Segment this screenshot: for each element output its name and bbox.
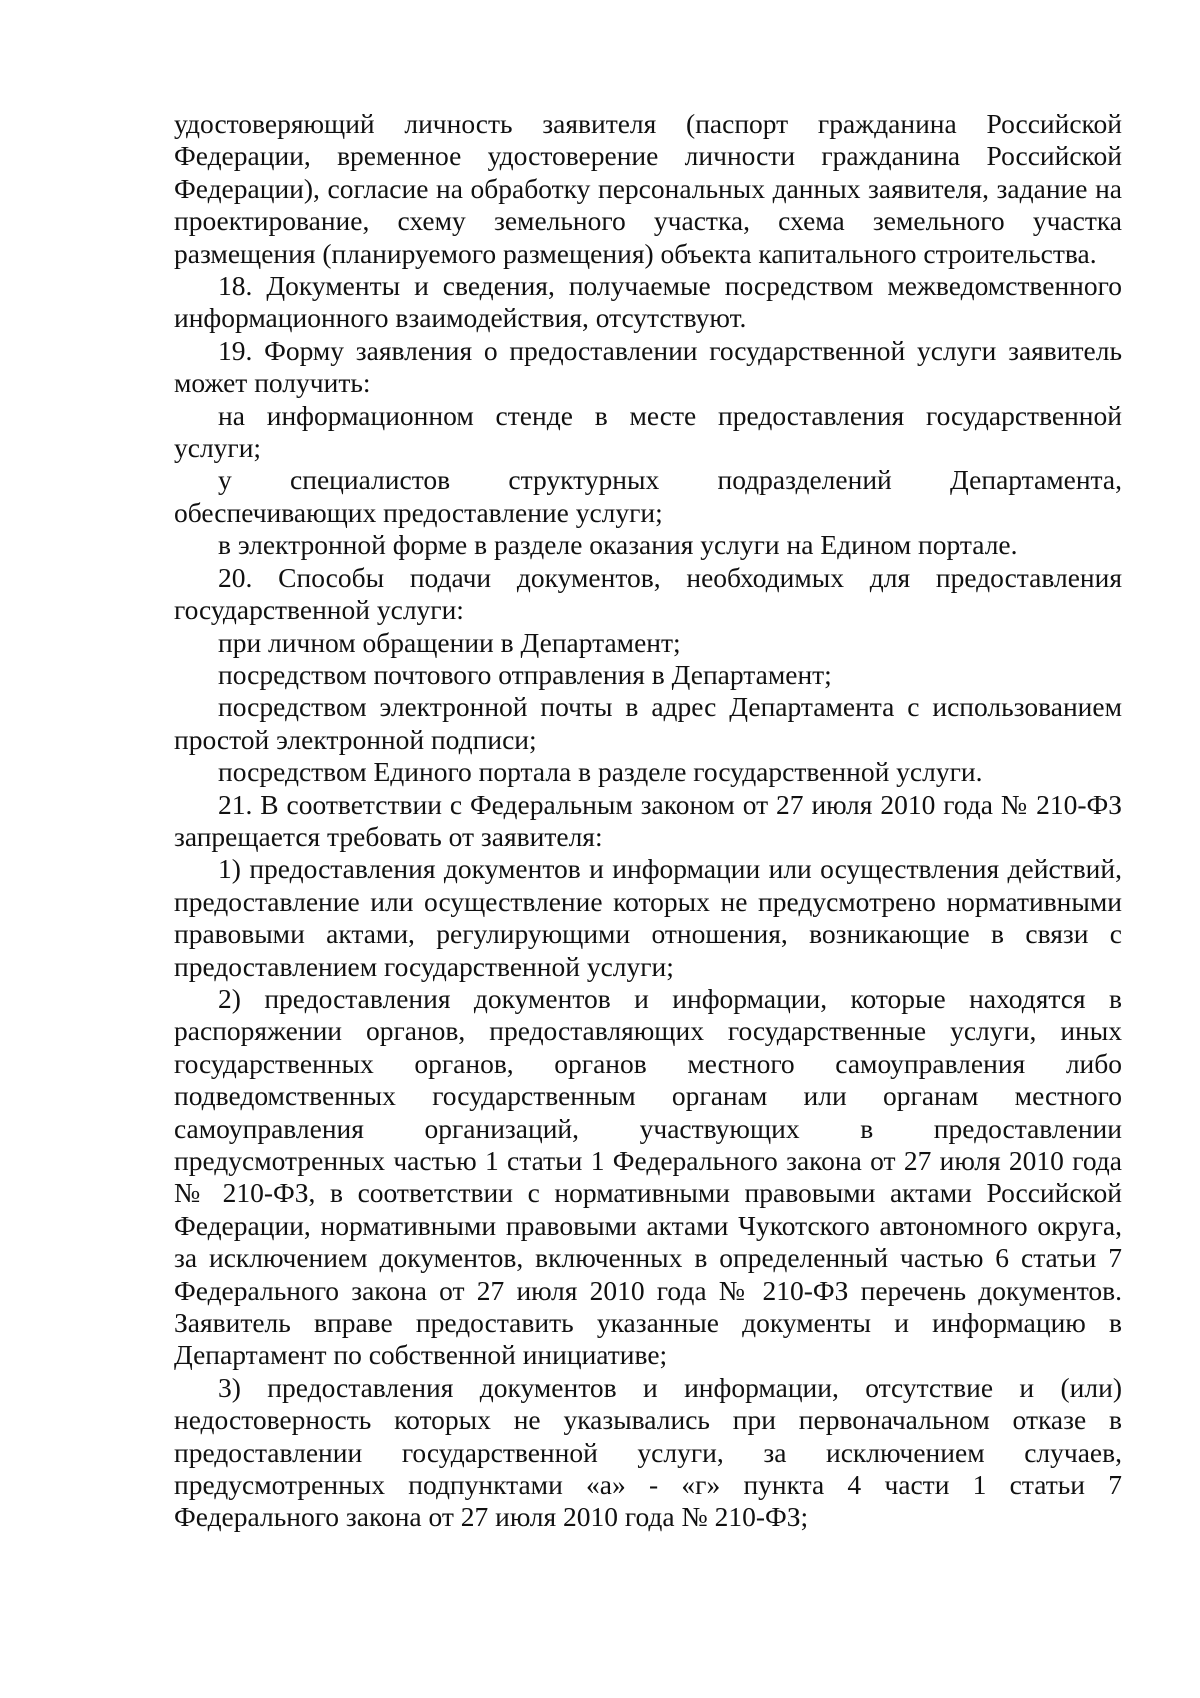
paragraph-item-21: 21. В соответствии с Федеральным законом от 27 июля 2010 года № 210-ФЗ запрещается требовать от заявителя:: [174, 788, 1122, 852]
paragraph-subitem-1: 1) предоставления документов и информации или осуществления действий, предоставление или осуществление которых не предусмотрено нормативными правовыми актами, регулирующими отношения, возникающие в связи с предоставлением государственной услуги;: [174, 853, 1122, 982]
paragraph-subitem-2: 2) предоставления документов и информации, которые находятся в распоряжении органов, предоставляющих государственные услуги, иных государственных органов, органов местного самоуправления либо подведомственных государственным органам или органам местного самоуправления организаций, участвующих в предоставлении предусмотренных частью 1 статьи 1 Федерального закона от 27 июля 2010 года № 210-ФЗ, в соответствии с нормативными правовыми актами Российской Федерации, нормативными правовыми актами Чукотского автономного округа, за исключением документов, включенных в определенный частью 6 статьи 7 Федерального закона от 27 июля 2010 года № 210-ФЗ перечень документов. Заявитель вправе предоставить указанные документы и информацию в Департамент по собственной инициативе;: [174, 982, 1122, 1371]
paragraph-item-19: 19. Форму заявления о предоставлении государственной услуги заявитель может получить:: [174, 334, 1122, 399]
paragraph-item-20: 20. Способы подачи документов, необходимых для предоставления государственной услуги:: [174, 561, 1122, 626]
paragraph-item-18: 18. Документы и сведения, получаемые посредством межведомственного информационного взаимодействия, отсутствуют.: [174, 270, 1122, 334]
paragraph-personal-visit: при личном обращении в Департамент;: [218, 626, 681, 658]
paragraph-continuation: удостоверяющий личность заявителя (паспорт гражданина Российской Федерации, временное удостоверение личности гражданина Российской Федерации), согласие на обработку персональных данных заявителя, задание на проектирование, схему земельного участка, схема земельного участка размещения (планируемого размещения) объекта капитального строительства.: [174, 108, 1122, 269]
paragraph-specialists: у специалистов структурных подразделений Департамента, обеспечивающих предоставление услуги;: [174, 464, 1122, 528]
paragraph-electronic-form: в электронной форме в разделе оказания услуги на Едином портале.: [218, 529, 1018, 561]
paragraph-email: посредством электронной почты в адрес Департамента с использованием простой электронной подписи;: [174, 691, 1122, 755]
paragraph-subitem-3: 3) предоставления документов и информации, отсутствие и (или) недостоверность которых не указывались при первоначальном отказе в предоставлении государственной услуги, за исключением случаев, предусмотренных подпунктами «а» - «г» пункта 4 части 1 статьи 7 Федерального закона от 27 июля 2010 года № 210-ФЗ;: [174, 1371, 1122, 1533]
paragraph-postal: посредством почтового отправления в Департамент;: [218, 658, 832, 690]
paragraph-stand: на информационном стенде в месте предоставления государственной услуги;: [174, 399, 1122, 464]
paragraph-portal: посредством Единого портала в разделе государственной услуги.: [218, 756, 983, 788]
document-page: [174, 108, 1122, 1534]
